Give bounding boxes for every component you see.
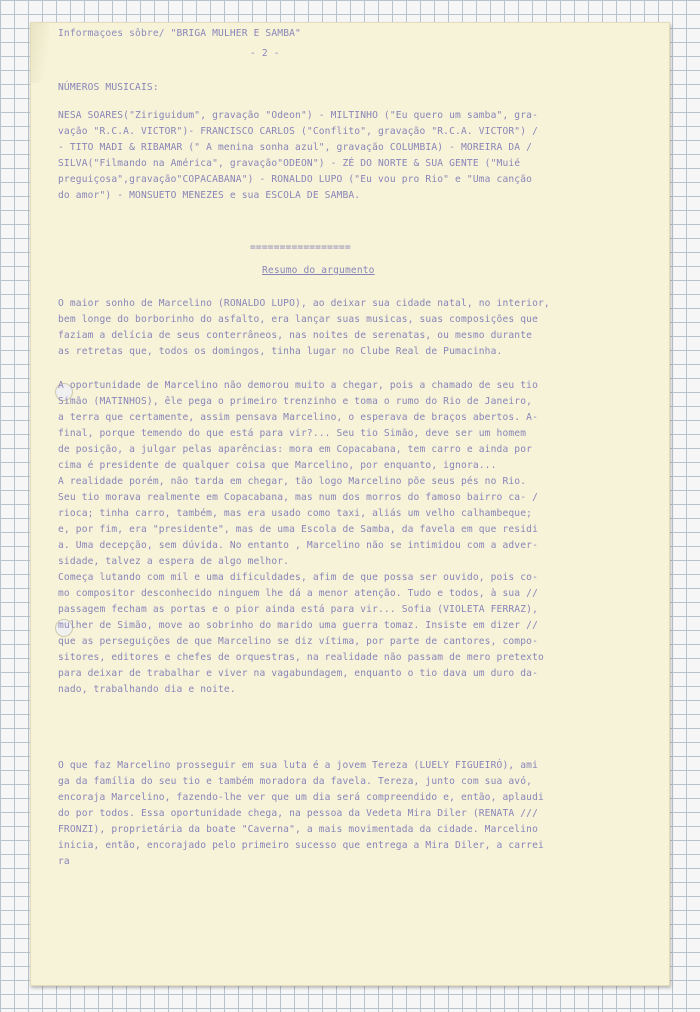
- document-header: [58, 26, 658, 42]
- musical-numbers-text: NESA SOARES("Ziriguidum", gravação "Odeon") - MILTINHO ("Eu quero um samba", gra- vação "R.C.A. VICTOR")- FRANCISCO CARLOS ("Conflito", gravação "R.C.A. VICTOR") / - TITO MADI & RIBAMAR (" A menina sonha azul", gravação COLUMBIA) - MOREIRA DA / SILVA("Filmando na América", gravação"ODEON") - ZÉ DO NORTE & SUA GENTE ("Muié preguiçosa",gravação"COPACABANA") - RONALDO LUPO ("Eu vou pro Rio" e "Uma canção do amor") - MONSUETO MENEZES e sua ESCOLA DE SAMBA.: [58, 110, 538, 201]
- torn-corner: [31, 23, 49, 83]
- paragraph-2: A oportunidade de Marcelino não demorou muito a chegar, pois a chamado de seu tio Simão (MATINHOS), êle pega o primeiro trenzinho e toma o rumo do Rio de Janeiro, a terra que certamente, assim pensava Marcelino, o esperava de braços abertos. A- final, porque temendo do que está para vir?... Seu tio Simão, deve ser um homem de posição, a julgar pelas aparências: mora em Copacabana, tem carro e ainda por cima é presidente de qualquer coisa que Marcelino, por enquanto, ignora... A realidade porém, não tarda em chegar, tão logo Marcelino põe seus pés no Rio. Seu tio morava realmente em Copacabana, mas num dos morros do famoso bairro ca- / rioca; tinha carro, também, mas era usado como taxi, aliás um velho calhambeque; e, por fim, era "presidente", mas de uma Escola de Samba, da favela em que residi a. Uma decepção, sem dúvida. No entanto , Marcelino não se intimidou com a adver- sidade, talvez a espera de algo melhor. Começa lutando com mil e uma dificuldades, afim de que possa ser ouvido, pois co- mo compositor desconhecido ninguem lhe dá a menor atenção. Tudo e todos, à sua // passagem fecham as portas e o pior ainda está para vir... Sofia (VIOLETA FERRAZ), mulher de Simão, move ao sobrinho do marido uma guerra tomaz. Insiste em dizer // que as perseguições de que Marcelino se diz vítima, por parte de cantores, compo- sitores, editores e chefes de orquestras, na realidade não passam de mero pretexto para deixar de trabalhar e viver na vagabundagem, enquanto o tio dava um duro da- nado, trabalhando dia e noite.: [58, 380, 544, 695]
- page-number: - 2 -: [250, 48, 280, 59]
- paragraph-3: O que faz Marcelino prosseguir em sua luta é a jovem Tereza (LUELY FIGUEIRÓ), ami ga da família do seu tio e também moradora da favela. Tereza, junto com sua avó, encoraja Marcelino, fazendo-lhe ver que um dia será compreendido e, então, aplaudi do por todos. Essa oportunidade chega, na pessoa da Vedeta Mira Diler (RENATA /// FRONZI), proprietária da boate "Caverna", a mais movimentada da cidade. Marcelino inicia, então, encorajado pelo primeiro sucesso que entrega a Mira Diler, a carrei ra: [58, 760, 544, 867]
- paragraph-1: O maior sonho de Marcelino (RONALDO LUPO), ao deixar sua cidade natal, no interior, bem longe do borborinho do asfalto, era lançar suas musicas, suas composições que faziam a delícia de seus conterrâneos, nas noites de serenatas, ou mesmo durante as retretas que, todos os domingos, tinha lugar no Clube Real de Pumacinha.: [58, 298, 550, 357]
- section-title: NÚMEROS MUSICAIS:: [58, 82, 159, 93]
- header-reference: Informaçoes sôbre/: [58, 28, 165, 39]
- divider-rule: =================: [250, 242, 351, 253]
- argument-title: Resumo do argumento: [262, 265, 375, 276]
- header-title: "BRIGA MULHER E SAMBA": [170, 28, 301, 39]
